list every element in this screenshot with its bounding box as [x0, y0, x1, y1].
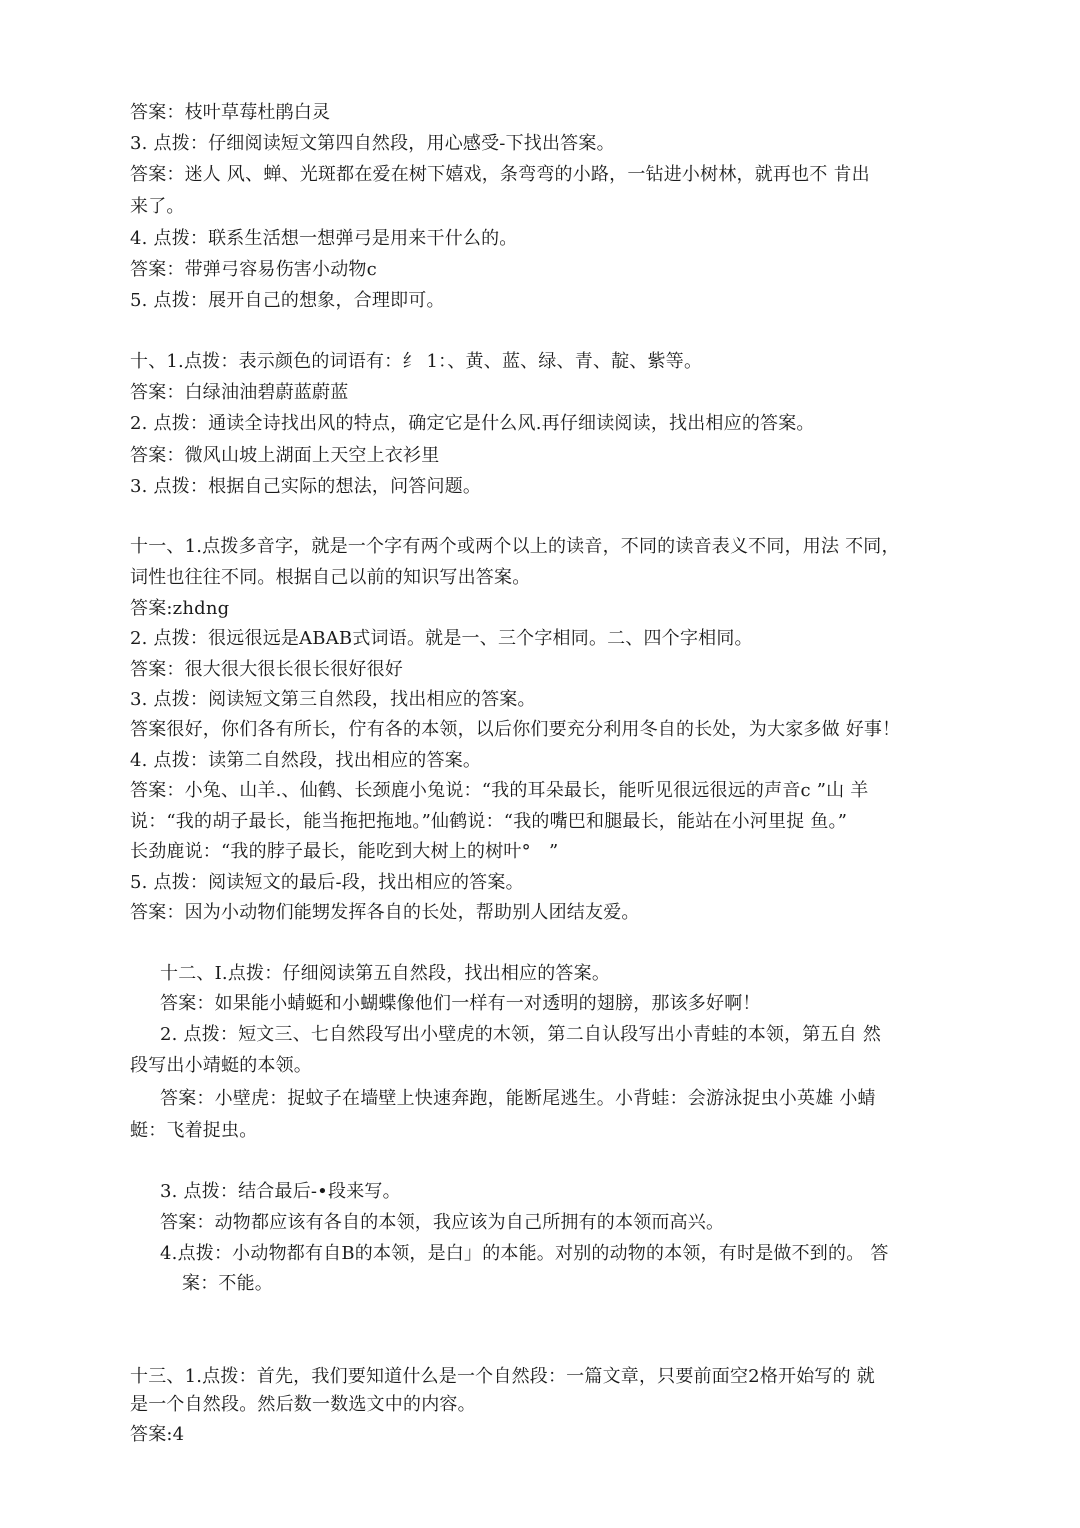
- text-line: 答案：微风山坡上湖面上天空上衣衫里: [130, 445, 440, 466]
- text-line: 答案:zhdng: [130, 598, 230, 619]
- text-line: 长劲鹿说：“我的脖子最长，能吃到大树上的树叶° ”: [130, 841, 559, 862]
- text-line: 来了。: [130, 196, 185, 217]
- section-heading-12: 十二、I.点拨：仔细阅读第五自然段，找出相应的答案。: [160, 963, 611, 984]
- text-line: 2. 点拨：通读全诗找出风的特点，确定它是什么风.再仔细读阅读，找出相应的答案。: [130, 413, 815, 434]
- text-line: 答案：白绿油油碧蔚蓝蔚蓝: [130, 382, 349, 403]
- text-line: 2. 点拨：很远很远是ABAB式词语。就是一、三个字相同。二、四个字相同。: [130, 628, 753, 649]
- text-line: 5. 点拨：阅读短文的最后-段，找出相应的答案。: [130, 872, 524, 893]
- text-line: 案：不能。: [182, 1273, 273, 1294]
- text-line: 答案：小壁虎：捉蚊子在墙壁上快速奔跑，能断尾逃生。小背蛙：会游泳捉虫小英雄 小蜻: [160, 1088, 876, 1109]
- text-line: 3. 点拨：仔细阅读短文第四自然段，用心感受-下找出答案。: [130, 133, 615, 154]
- section-heading-11: 十一、1.点拨多音字，就是一个字有两个或两个以上的读音，不同的读音表义不同，用法 不同，: [130, 536, 900, 557]
- text-line: 5. 点拨：展开自己的想象，合理即可。: [130, 290, 445, 311]
- section-heading-10: 十、1.点拨：表示颜色的词语有：纟 1：、黄、蓝、绿、青、靛、紫等。: [130, 351, 703, 372]
- text-line: 词性也往往不同。根据自己以前的知识写出答案。: [130, 567, 531, 588]
- text-line: 答案：迷人 风、蝉、光斑都在爱在树下嬉戏，条弯弯的小路，一钻进小树林，就再也不 肯出: [130, 164, 870, 185]
- text-line: 说：“我的胡子最长，能当拖把拖地。”仙鹤说：“我的嘴巴和腿最长，能站在小河里捉 鱼。”: [130, 811, 848, 832]
- text-line: 是一个自然段。然后数一数选文中的内容。: [130, 1394, 476, 1415]
- text-line: 答案：因为小动物们能甥发挥各自的长处，帮助别人团结友爱。: [130, 902, 640, 923]
- text-line: 3. 点拨：阅读短文第三自然段，找出相应的答案。: [130, 689, 536, 710]
- section-heading-13: 十三、1.点拨：首先，我们要知道什么是一个自然段：一篇文章，只要前面空2格开始写的 就: [130, 1366, 875, 1387]
- text-line: 3. 点拨：结合最后-•段来写。: [160, 1181, 401, 1202]
- text-line: 蜓：飞着捉虫。: [130, 1120, 258, 1141]
- text-line: 答案：动物都应该有各自的本领，我应该为自己所拥有的本领而高兴。: [160, 1212, 725, 1233]
- text-line: 4.点拨：小动物都有自B的本领，是白」的本能。对别的动物的本领，有时是做不到的。 答: [160, 1243, 889, 1264]
- text-line: 答案：很大很大很长很长很好很好: [130, 659, 403, 680]
- text-line: 3. 点拨：根据自己实际的想法，问答问题。: [130, 476, 482, 497]
- text-line: 答案：带弹弓容易伤害小动物c: [130, 259, 377, 280]
- text-line: 2. 点拨：短文三、七自然段写出小壁虎的木领，第二自认段写出小青蛙的本领，第五自 然: [160, 1024, 882, 1045]
- text-line: 答案：如果能小蜻蜓和小蝴蝶像他们一样有一对透明的翅膀，那该多好啊！: [160, 993, 761, 1014]
- text-line: 段写出小靖蜓的本领。: [130, 1055, 312, 1076]
- text-line: 答案：枝叶草莓杜鹃白灵: [130, 102, 331, 123]
- text-line: 4. 点拨：联系生活想一想弹弓是用来干什么的。: [130, 228, 518, 249]
- text-line: 答案：小兔、山羊.、仙鹤、长颈鹿小兔说：“我的耳朵最长，能听见很远很远的声音c ”山 羊: [130, 780, 869, 801]
- text-line: 答案:4: [130, 1424, 185, 1445]
- text-line: 4. 点拨：读第二自然段，找出相应的答案。: [130, 750, 482, 771]
- text-line: 答案很好，你们各有所长，佇有各的本领，以后你们要充分利用冬自的长处，为大家多做 好事！: [130, 719, 901, 740]
